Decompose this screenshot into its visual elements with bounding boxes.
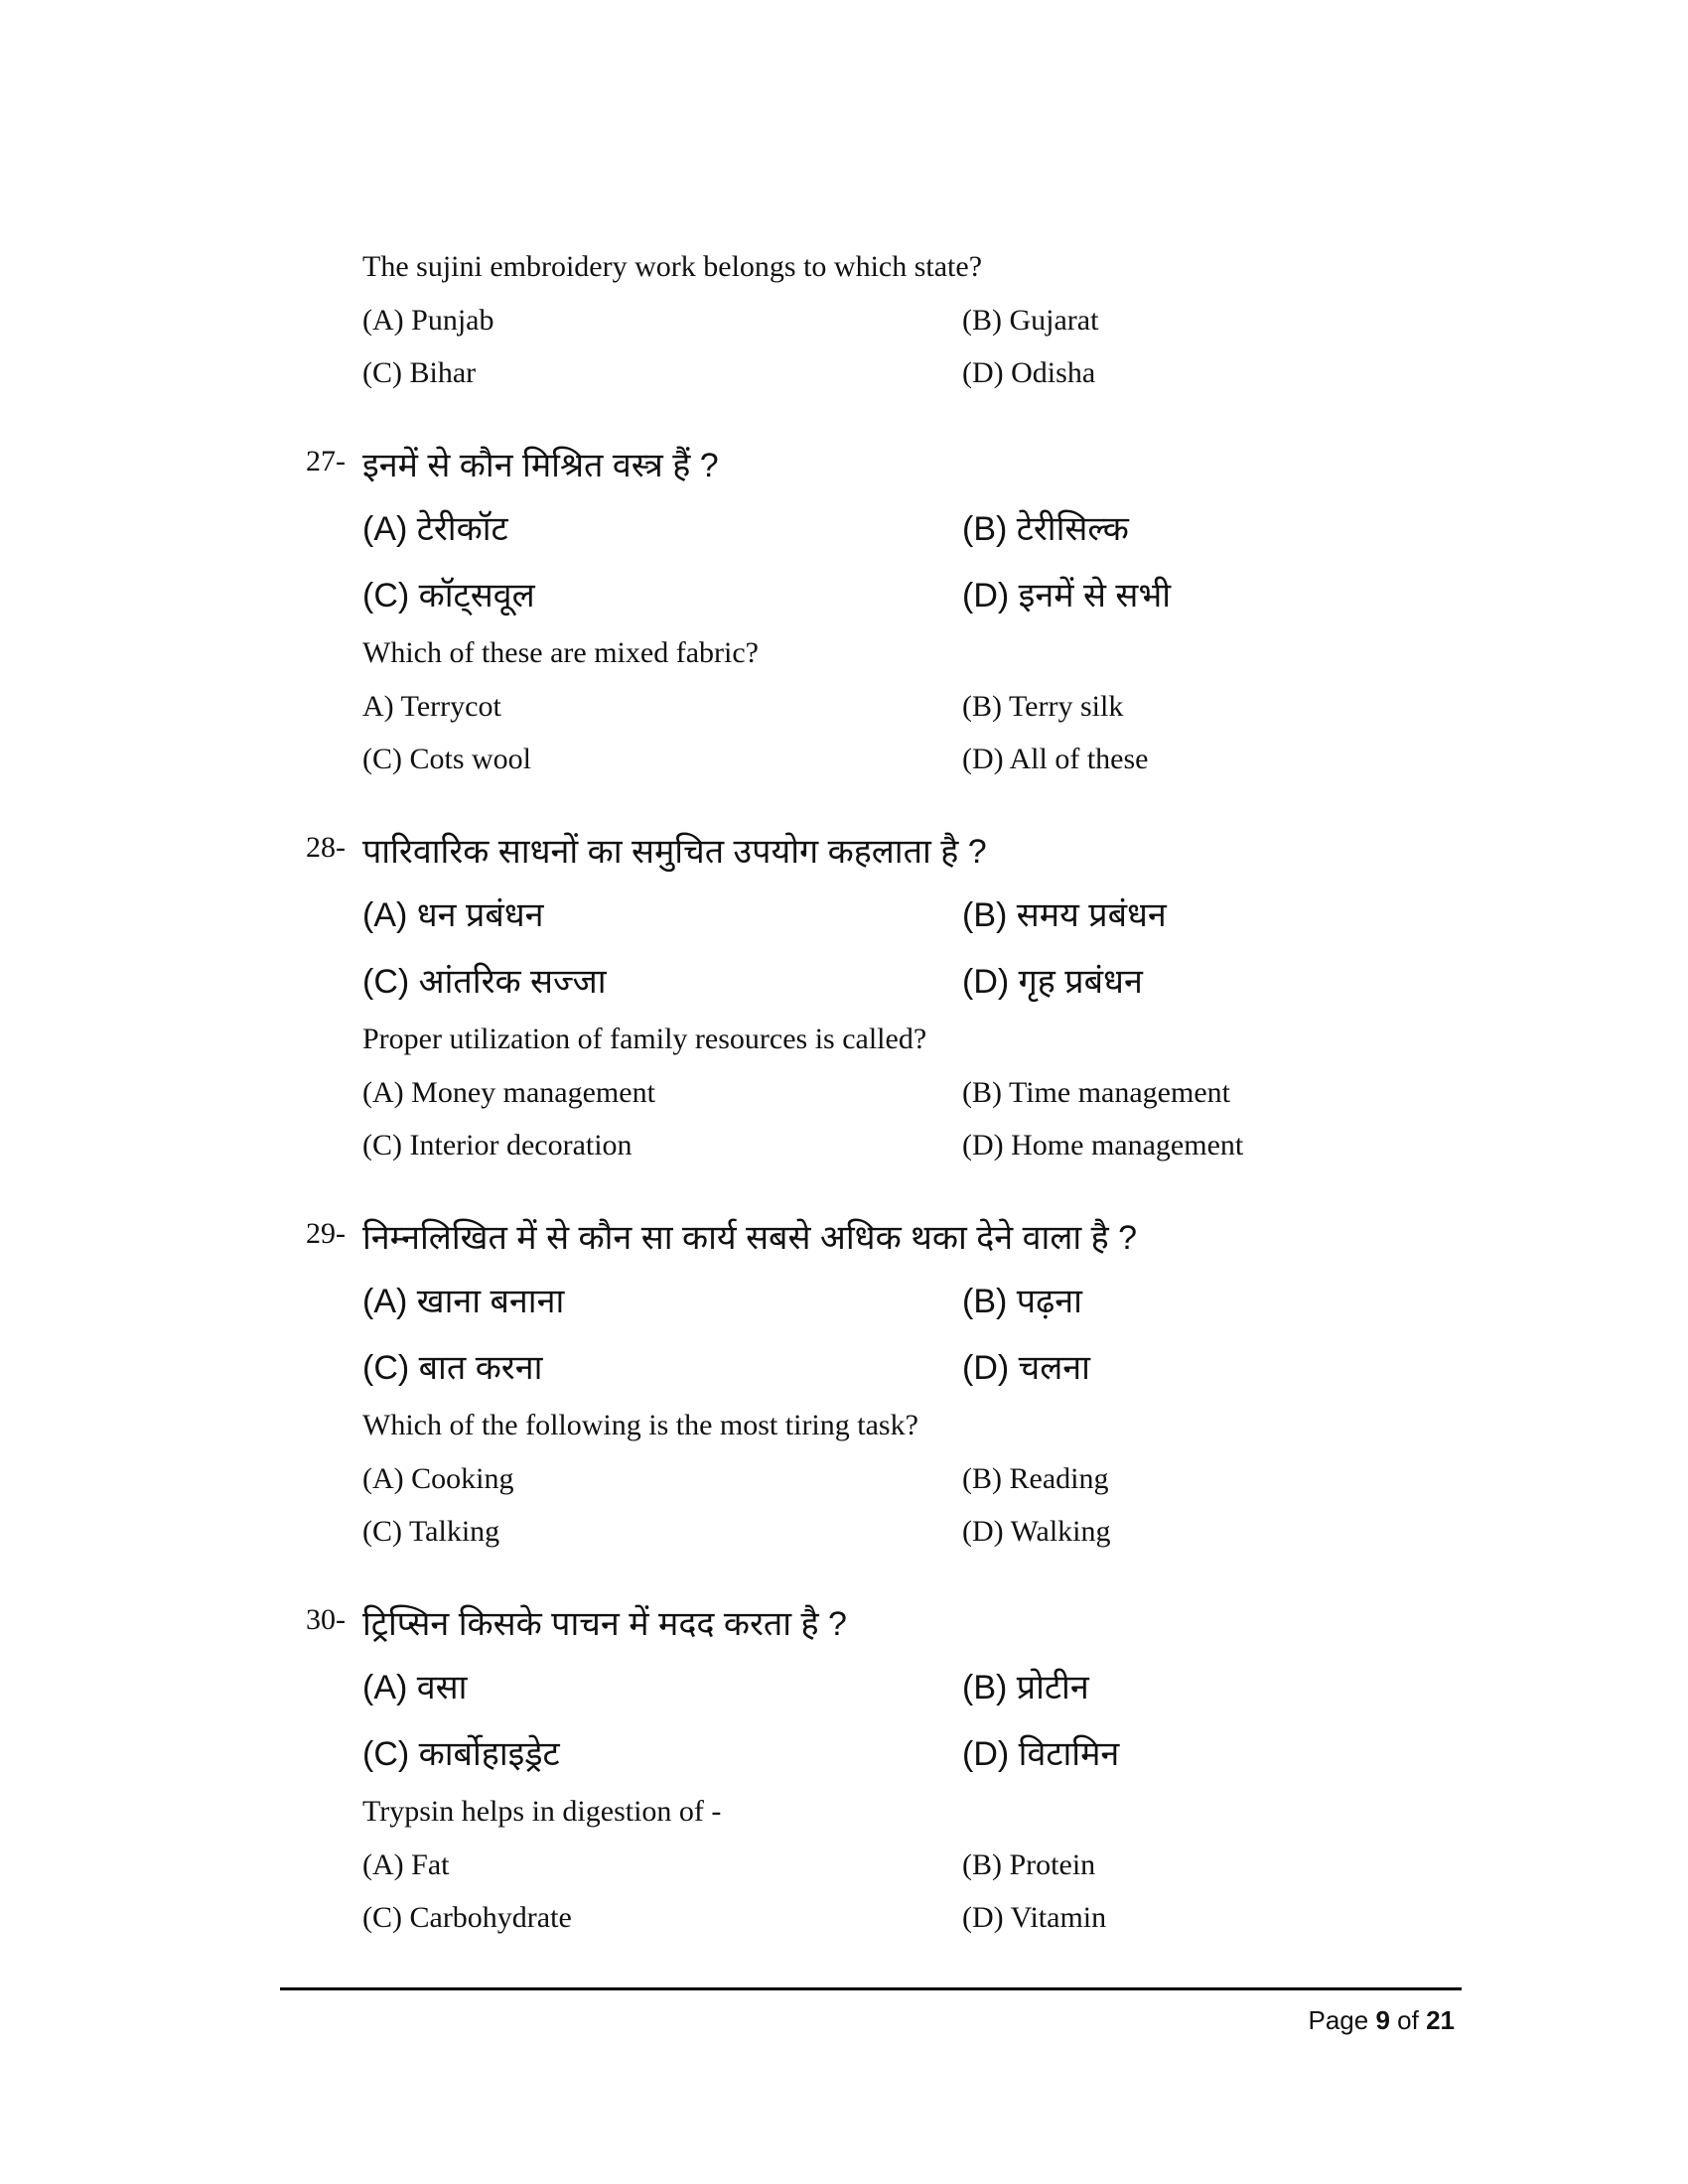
- hindi-option-a: (A) टेरीकॉट: [362, 510, 508, 548]
- option-c: (C) Carbohydrate: [362, 1901, 572, 1934]
- hindi-option-a: (A) धन प्रबंधन: [362, 896, 544, 934]
- of-label: of: [1397, 2005, 1419, 2035]
- question-number: 28-: [306, 831, 346, 864]
- option-d: (D) Vitamin: [962, 1901, 1107, 1934]
- hindi-question: निम्नलिखित में से कौन सा कार्य सबसे अधिक थका देने वाला है ?: [362, 1219, 1138, 1257]
- option-d: (D) All of these: [962, 743, 1149, 775]
- total-pages: 21: [1426, 2005, 1455, 2035]
- english-question: Which of these are mixed fabric?: [362, 636, 759, 669]
- option-d: (D) Walking: [962, 1515, 1111, 1548]
- option-c: (C) Cots wool: [362, 743, 532, 775]
- hindi-option-d: (D) गृह प्रबंधन: [962, 963, 1143, 1001]
- hindi-option-b: (B) समय प्रबंधन: [962, 896, 1167, 934]
- hindi-option-a: (A) वसा: [362, 1669, 468, 1706]
- hindi-option-b: (B) टेरीसिल्क: [962, 510, 1129, 548]
- question-number: 29-: [306, 1217, 346, 1250]
- option-b: (B) Time management: [962, 1076, 1230, 1109]
- page-label: Page: [1308, 2005, 1369, 2035]
- hindi-option-b: (B) पढ़ना: [962, 1283, 1082, 1320]
- english-question: Proper utilization of family resources is called?: [362, 1023, 927, 1055]
- option-c: (C) Talking: [362, 1515, 500, 1548]
- page-number: 9: [1375, 2005, 1390, 2035]
- page-indicator: [1308, 2005, 1455, 2036]
- hindi-option-d: (D) इनमें से सभी: [962, 577, 1172, 614]
- hindi-question: पारिवारिक साधनों का समुचित उपयोग कहलाता है ?: [362, 833, 987, 871]
- option-a: (A) Cooking: [362, 1462, 514, 1495]
- option-c: (C) Interior decoration: [362, 1129, 633, 1161]
- option-d: (D) Home management: [962, 1129, 1244, 1161]
- option-b: (B) Protein: [962, 1848, 1096, 1881]
- hindi-option-c: (C) कॉट्सवूल: [362, 577, 535, 614]
- english-question: Trypsin helps in digestion of -: [362, 1795, 722, 1828]
- option-b: (B) Reading: [962, 1462, 1109, 1495]
- hindi-option-b: (B) प्रोटीन: [962, 1669, 1089, 1706]
- option-b: (B) Gujarat: [962, 304, 1099, 337]
- english-question: The sujini embroidery work belongs to which state?: [362, 250, 983, 283]
- hindi-question: ट्रिप्सिन किसके पाचन में मदद करता है ?: [362, 1605, 847, 1643]
- hindi-option-c: (C) कार्बोहाइड्रेट: [362, 1735, 560, 1773]
- option-a: (A) Money management: [362, 1076, 655, 1109]
- question-number: 27-: [306, 445, 346, 478]
- option-b: (B) Terry silk: [962, 690, 1124, 723]
- english-question: Which of the following is the most tiring task?: [362, 1409, 918, 1441]
- option-d: (D) Odisha: [962, 356, 1096, 389]
- hindi-question: इनमें से कौन मिश्रित वस्त्र हैं ?: [362, 447, 719, 484]
- option-a: (A) Fat: [362, 1848, 450, 1881]
- hindi-option-d: (D) चलना: [962, 1349, 1090, 1387]
- hindi-option-a: (A) खाना बनाना: [362, 1283, 565, 1320]
- option-a: (A) Punjab: [362, 304, 494, 337]
- footer-divider: [280, 1987, 1462, 1990]
- hindi-option-c: (C) बात करना: [362, 1349, 543, 1387]
- option-a: A) Terrycot: [362, 690, 501, 723]
- question-number: 30-: [306, 1603, 346, 1636]
- option-c: (C) Bihar: [362, 356, 477, 389]
- hindi-option-d: (D) विटामिन: [962, 1735, 1120, 1773]
- hindi-option-c: (C) आंतरिक सज्जा: [362, 963, 607, 1001]
